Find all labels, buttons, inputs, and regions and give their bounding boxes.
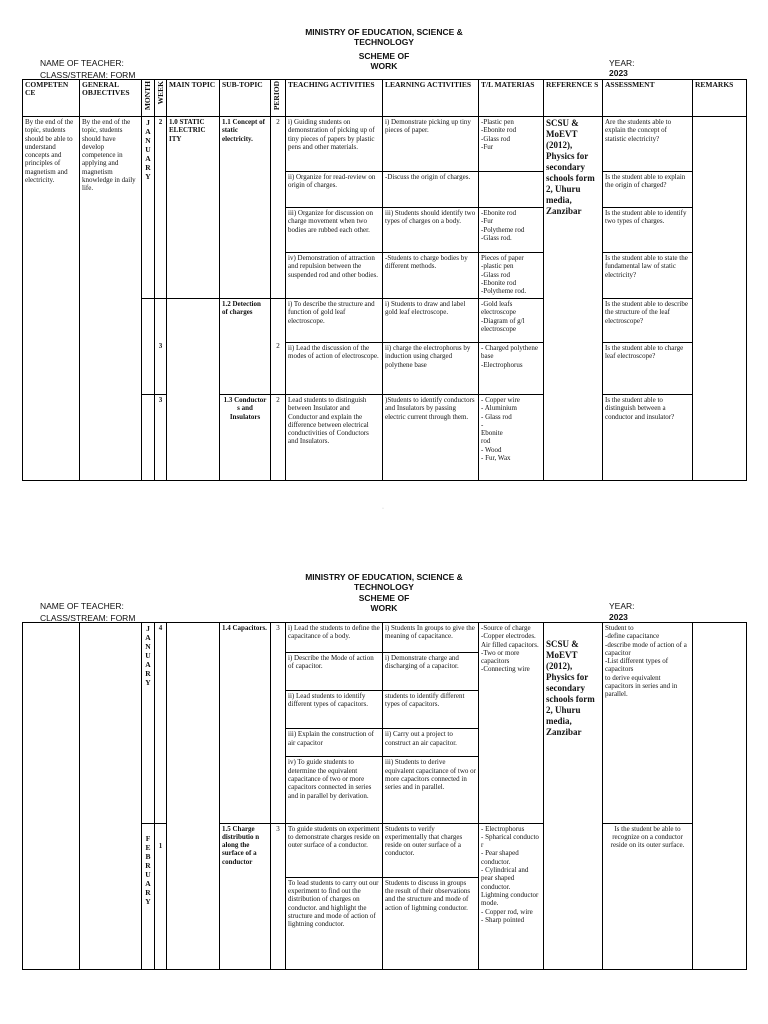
- col-general-objectives: GENERAL OBJECTIVES: [80, 80, 142, 117]
- tl-cell: -Plastic pen -Ebonite rod -Glass rod -Fur: [479, 117, 544, 172]
- learning-cell: students to identify different types of capacitors.: [383, 691, 479, 729]
- teaching-cell: Lead students to distinguish between Insulator and Conductor and explain the difference between electrical conductivities of Conductors and Insulators.: [286, 395, 383, 481]
- subtopic-cell: 1.5 Charge distributio n along the surface of a conductor: [220, 823, 271, 969]
- teaching-cell: To lead students to carry out our experiment to find out the distribution of charges on conductor. and highlight the structure and mode of action of lightning conductor.: [286, 877, 383, 969]
- assessment-cell: Is the student be able to recognize on a conductor reside on its outer surface.: [603, 823, 693, 969]
- col-teaching: TEACHING ACTIVITIES: [286, 80, 383, 117]
- year-label: YEAR:: [609, 58, 635, 68]
- assessment-cell: Is the student able to describe the structure of the leaf electroscope?: [603, 299, 693, 343]
- week-cell: 3: [155, 395, 167, 481]
- teaching-cell: iii) Explain the construction of air capacitor: [286, 729, 383, 757]
- learning-cell: i) Demonstrate charge and discharging of a capacitor.: [383, 653, 479, 691]
- reference-cell: SCSU & MoEVT (2012), Physics for secondary schools form 2, Uhuru media, Zanzibar: [544, 623, 603, 970]
- teaching-cell: ii) Lead the discussion of the modes of action of electroscope.: [286, 343, 383, 395]
- ministry-title: MINISTRY OF EDUCATION, SCIENCE & TECHNOLOGY: [305, 27, 463, 47]
- learning-cell: i) Students to draw and label gold leaf electroscope.: [383, 299, 479, 343]
- teaching-cell: i) Describe the Mode of action of capacitor.: [286, 653, 383, 691]
- col-assessment: ASSESSMENT: [603, 80, 693, 117]
- learning-cell: )Students to identify conductors and Insulators by passing electric current through them.: [383, 395, 479, 481]
- subtopic-cell: 1.4 Capacitors.: [220, 623, 271, 824]
- assessment-cell: Is the student able to explain the origin of charged?: [603, 172, 693, 208]
- header-row: [23, 80, 747, 117]
- learning-cell: ii) Carry out a project to construct an air capacitor.: [383, 729, 479, 757]
- tl-cell: -Source of charge -Copper electrodes. Air filled capacitors. -Two or more capacitors -Connecting wire: [479, 623, 544, 824]
- month-cell: J A N U A R Y: [142, 117, 155, 299]
- remarks-cell: [693, 117, 747, 481]
- period-cell: 3: [271, 823, 286, 969]
- learning-cell: -Discuss the origin of charges.: [383, 172, 479, 208]
- period-cell: 3: [271, 623, 286, 824]
- teaching-cell: To guide students on experiment to demonstrate charges reside on outer surface of a conductor.: [286, 823, 383, 877]
- col-references: REFERENCE S: [544, 80, 603, 117]
- learning-cell: iii) Students should identify two types of charges on a body.: [383, 208, 479, 253]
- teaching-cell: i) To describe the structure and function of gold leaf electroscope.: [286, 299, 383, 343]
- assessment-cell: Is the student able to state the fundamental law of static electricity?: [603, 253, 693, 299]
- objectives-cell: By the end of the topic, students should have develop competence in applying and magnetism knowledge in daily life.: [80, 117, 142, 481]
- teaching-cell: ii) Organize for read-review on origin of charges.: [286, 172, 383, 208]
- assessment-cell: Student to -define capacitance -describe mode of action of a capacitor -List different types of capacitors to derive equivalent capacitors in series and in parallel.: [603, 623, 693, 824]
- col-main-topic: MAIN TOPIC: [167, 80, 220, 117]
- learning-cell: i) Students In groups to give the meaning of capacitance.: [383, 623, 479, 653]
- year-label: YEAR:: [609, 601, 635, 611]
- reference-cell: SCSU & MoEVT (2012), Physics for secondary schools form 2, Uhuru media, Zanzibar: [544, 117, 603, 481]
- period-cell: 2: [271, 117, 286, 299]
- table-row: [23, 117, 747, 172]
- year-value: 2023: [609, 612, 628, 622]
- scheme-title: SCHEME OF WORK: [358, 593, 410, 613]
- period-cell: 2: [271, 299, 286, 395]
- teaching-cell: iv) To guide students to determine the equivalent capacitance of two or more capacitors connected in series and in parallel by derivation.: [286, 757, 383, 823]
- table-row: [23, 623, 747, 653]
- learning-cell: iii) Students to derive equivalent capacitance of two or more capacitors connected in series and in parallel.: [383, 757, 479, 823]
- assessment-cell: Are the students able to explain the concept of statistic electricity?: [603, 117, 693, 172]
- scheme-table-page1: [22, 79, 747, 481]
- class-stream-label: CLASS/STREAM: FORM: [40, 70, 136, 80]
- teaching-cell: iii) Organize for discussion on charge movement when two bodies are rubbed each other.: [286, 208, 383, 253]
- learning-cell: i) Demonstrate picking up tiny pieces of paper.: [383, 117, 479, 172]
- teacher-name-label: NAME OF TEACHER:: [40, 601, 124, 611]
- tl-cell: - Charged polythene base -Electrophorus: [479, 343, 544, 395]
- ministry-title: MINISTRY OF EDUCATION, SCIENCE & TECHNOLOGY: [305, 572, 463, 592]
- col-period: PERIOD: [272, 81, 281, 111]
- subtopic-cell: 1.2 Detection of charges: [220, 299, 271, 395]
- learning-cell: -Students to charge bodies by different methods.: [383, 253, 479, 299]
- tl-cell: [479, 172, 544, 208]
- col-tl-materials: T/L MATERIAS: [479, 80, 544, 117]
- competence-cell: By the end of the topic, students should be able to understand concepts and principles of magnetism and electricity.: [23, 117, 80, 481]
- week-cell: 3: [155, 299, 167, 395]
- assessment-cell: Is the student able to identify two types of charges.: [603, 208, 693, 253]
- year-value: 2023: [609, 68, 628, 78]
- tl-cell: -Gold leafs electroscope -Diagram of g/l electroscope: [479, 299, 544, 343]
- col-sub-topic: SUB-TOPIC: [220, 80, 271, 117]
- week-cell: 1: [155, 823, 167, 969]
- col-competence: COMPETEN CE: [23, 80, 80, 117]
- month-cell: F E B R U A R Y: [142, 823, 155, 969]
- week-cell: 2: [155, 117, 167, 299]
- week-cell: 4: [155, 623, 167, 824]
- col-remarks: REMARKS: [693, 80, 747, 117]
- tl-cell: - Copper wire - Aluminium - Glass rod - Ebonite rod - Wood - Fur, Wax: [479, 395, 544, 481]
- teacher-name-label: NAME OF TEACHER:: [40, 58, 124, 68]
- main-topic-cell: 1.0 STATIC ELECTRIC ITY: [167, 117, 220, 299]
- col-week: WEEK: [156, 81, 165, 105]
- page-separator-mark: ·: [382, 506, 384, 512]
- tl-cell: -Ebonite rod -Fur -Polytheme rod -Glass rod.: [479, 208, 544, 253]
- tl-cell: Pieces of paper -plastic pen -Glass rod -Ebonite rod -Polytheme rod.: [479, 253, 544, 299]
- scheme-title: SCHEME OF WORK: [358, 51, 410, 71]
- col-month: MONTH: [143, 81, 152, 111]
- teaching-cell: ii) Lead students to identify different types of capacitors.: [286, 691, 383, 729]
- teaching-cell: i) Guiding students on demonstration of picking up of tiny pieces of papers by plastic pens and other materials.: [286, 117, 383, 172]
- period-cell: 2: [271, 395, 286, 481]
- learning-cell: ii) charge the electrophorus by induction using charged polythene base: [383, 343, 479, 395]
- col-learning: LEARNING ACTIVITIES: [383, 80, 479, 117]
- tl-cell: - Electrophorus - Spharical conducto r - Pear shaped conductor. - Cylindrical and pear shaped conductor. Lightning conductor mode. - Copper rod, wire - Sharp pointed: [479, 823, 544, 969]
- assessment-cell: Is the student able to distinguish between a conductor and insulator?: [603, 395, 693, 481]
- learning-cell: Students to discuss in groups the result of their observations and the structure and mode of action of lightning conductor.: [383, 877, 479, 969]
- subtopic-cell: 1.1 Concept of static electricity.: [220, 117, 271, 299]
- remarks-cell: [693, 623, 747, 970]
- assessment-cell: Is the student able to charge leaf electroscope?: [603, 343, 693, 395]
- class-stream-label: CLASS/STREAM: FORM: [40, 613, 136, 623]
- learning-cell: Students to verify experimentally that charges reside on outer surface of a conductor.: [383, 823, 479, 877]
- teaching-cell: i) Lead the students to define the capacitance of a body.: [286, 623, 383, 653]
- subtopic-cell: 1.3 Conductor s and Insulators: [220, 395, 271, 481]
- month-cell: J A N U A R Y: [142, 623, 155, 824]
- teaching-cell: iv) Demonstration of attraction and repulsion between the suspended rod and other bodies.: [286, 253, 383, 299]
- scheme-table-page2: [22, 622, 747, 970]
